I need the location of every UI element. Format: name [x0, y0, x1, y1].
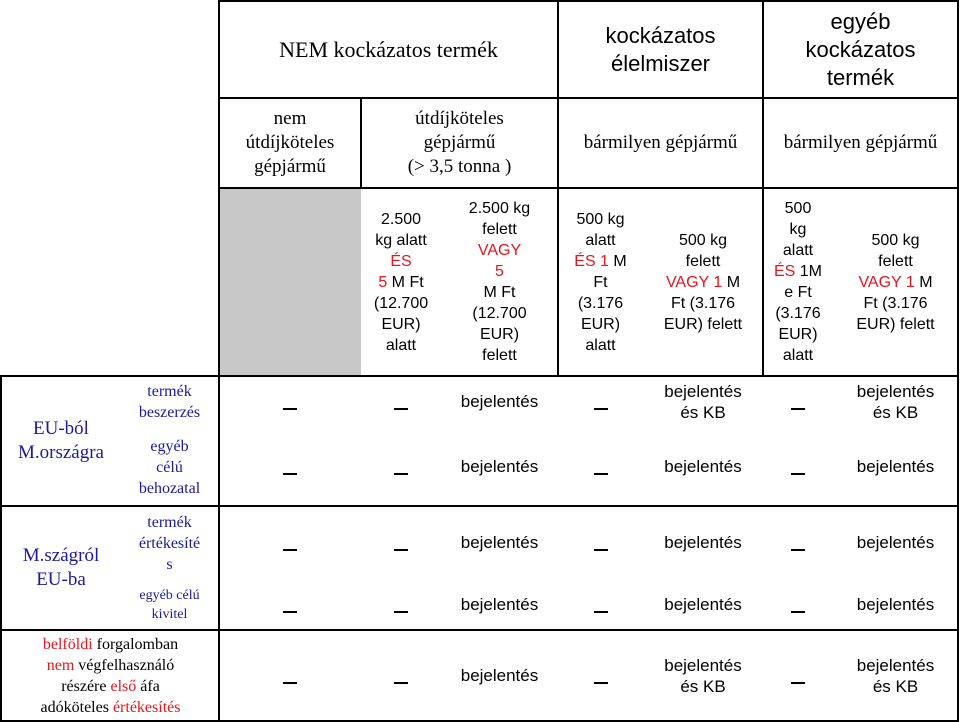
- dash-cell: [558, 630, 643, 722]
- bejelentes-cell: bejelentés: [664, 595, 742, 614]
- row-label-egyeb-celu-behozatal: egyéb célú behozatal: [138, 437, 201, 497]
- header-nem-utdijkoteles: nem útdíjköteles gépjármű: [245, 108, 335, 177]
- header-barmilyen-gepjarmu-1: bármilyen gépjármű: [583, 132, 738, 153]
- group-eu-ba: M.szágról EU-ba: [22, 545, 100, 590]
- bejelentes-cell: bejelentés: [460, 533, 539, 552]
- dash-cell: [361, 506, 441, 580]
- row-label-termek-beszerzes: termék beszerzés: [138, 383, 201, 421]
- bejelentes-es-kb-cell: bejelentés és KB: [856, 656, 935, 696]
- dash-cell: [219, 580, 361, 630]
- dash-cell: [558, 376, 643, 428]
- table-rule: [360, 97, 362, 189]
- bejelentes-cell: bejelentés: [460, 392, 539, 411]
- dash-cell: [763, 428, 833, 506]
- dash-cell: [558, 580, 643, 630]
- dash-cell: [219, 376, 361, 428]
- threshold-2500-alatt: 2.500 kg alatt ÉS 5 M Ft (12.700 EUR) alatt: [373, 210, 429, 354]
- table-rule: [218, 0, 220, 722]
- dash-cell: [763, 506, 833, 580]
- bejelentes-cell: bejelentés: [856, 533, 935, 552]
- row-label-termek-ertekesites: termék értékesíté s: [138, 513, 201, 573]
- dash-cell: [763, 376, 833, 428]
- header-nem-kockazatos: NEM kockázatos termék: [279, 37, 498, 62]
- dash-cell: [219, 630, 361, 722]
- bejelentes-cell: bejelentés: [460, 595, 539, 614]
- threshold-2500-felett: 2.500 kg felett VAGY 5 M Ft (12.700 EUR) felett: [468, 200, 531, 364]
- bejelentes-cell: bejelentés: [856, 595, 935, 614]
- threshold-500-alatt-1: 500 kg alatt ÉS 1 M Ft (3.176 EUR) alatt: [574, 210, 627, 354]
- dash-cell: [361, 428, 441, 506]
- bejelentes-cell: bejelentés: [460, 666, 539, 685]
- bejelentes-cell: bejelentés: [460, 457, 539, 476]
- header-utdijkoteles: útdíjköteles gépjármű (> 3,5 tonna ): [407, 108, 512, 177]
- bejelentes-cell: bejelentés: [664, 533, 742, 552]
- dash-cell: [361, 630, 441, 722]
- table-rule: [0, 505, 959, 507]
- table-rule: [219, 97, 959, 99]
- row-label-egyeb-celu-kivitel: egyéb célú kivitel: [139, 588, 200, 622]
- dash-cell: [361, 580, 441, 630]
- bejelentes-es-kb-cell: bejelentés és KB: [664, 382, 742, 422]
- bejelentes-es-kb-cell: bejelentés és KB: [664, 656, 742, 696]
- threshold-500-felett-2: 500 kg felett VAGY 1 M Ft (3.176 EUR) felett: [856, 231, 935, 333]
- table-rule: [762, 0, 764, 377]
- dash-cell: [361, 376, 441, 428]
- group-eu-bol: EU-ból M.országra: [18, 418, 104, 463]
- bejelentes-es-kb-cell: bejelentés és KB: [856, 382, 935, 422]
- table-rule: [0, 375, 959, 377]
- table-rule: [219, 0, 959, 2]
- header-barmilyen-gepjarmu-2: bármilyen gépjármű: [783, 132, 938, 153]
- gray-empty-cell: [219, 188, 361, 376]
- dash-cell: [219, 506, 361, 580]
- table-rule: [557, 0, 559, 377]
- dash-cell: [558, 506, 643, 580]
- header-kockazatos-elelmiszer: kockázatos élelmiszer: [605, 23, 716, 76]
- bejelentes-cell: bejelentés: [856, 457, 935, 476]
- threshold-500-alatt-2: 500 kg alatt ÉS 1M e Ft (3.176 EUR) alatt: [773, 200, 822, 364]
- group-belfoldi: belföldi forgalomban nem végfelhasználó részére első áfa adóköteles értékesítés: [40, 636, 181, 716]
- dash-cell: [558, 428, 643, 506]
- table-rule: [219, 187, 959, 189]
- table-rule: [957, 0, 959, 722]
- header-egyeb-kockazatos: egyéb kockázatos termék: [805, 9, 916, 90]
- table-rule: [0, 375, 2, 722]
- dash-cell: [763, 580, 833, 630]
- threshold-500-felett-1: 500 kg felett VAGY 1 M Ft (3.176 EUR) felett: [663, 231, 743, 333]
- bejelentes-cell: bejelentés: [664, 457, 742, 476]
- dash-cell: [219, 428, 361, 506]
- table-rule: [0, 629, 959, 631]
- dash-cell: [763, 630, 833, 722]
